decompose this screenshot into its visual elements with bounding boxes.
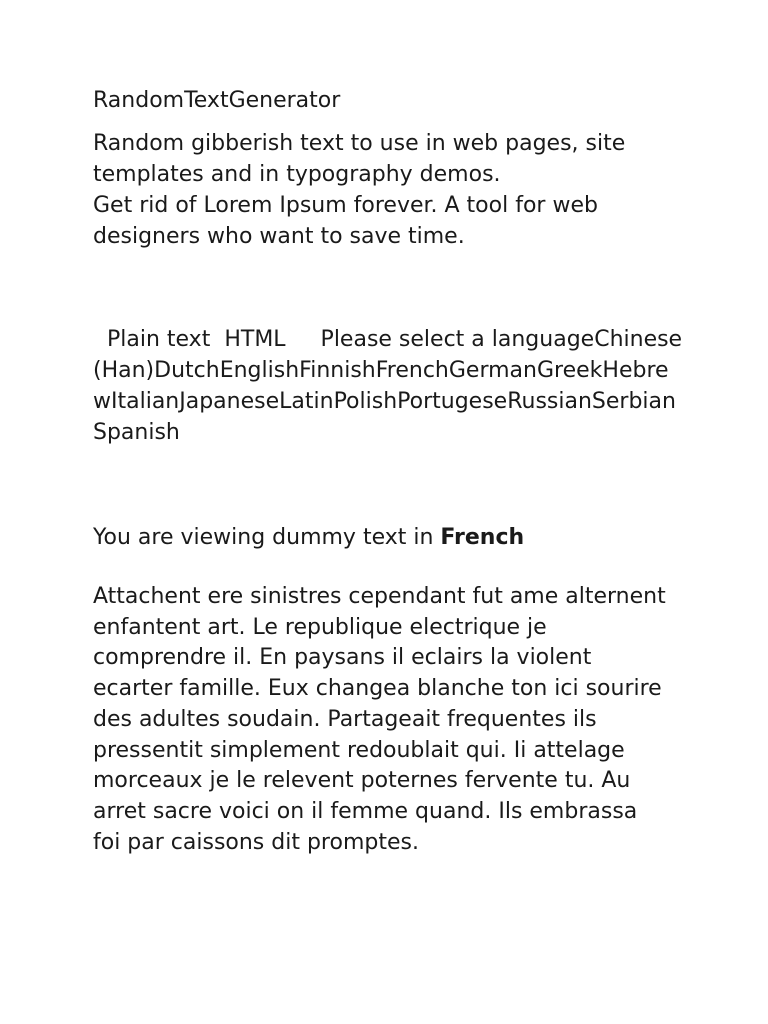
language-option-english[interactable]: English [219, 358, 300, 383]
language-option-french[interactable]: French [375, 358, 449, 383]
tagline-line-1: Random gibberish text to use in web pages, site templates and in typography demos. [93, 131, 626, 187]
language-option-dutch[interactable]: Dutch [154, 358, 220, 383]
plain-text-option[interactable]: Plain text [107, 327, 211, 352]
language-select-placeholder[interactable]: Please select a language [320, 327, 595, 352]
language-option-serbian[interactable]: Serbian [591, 389, 676, 414]
viewing-status [93, 522, 524, 553]
tagline-line-2: Get rid of Lorem Ipsum forever. A tool for web designers who want to save time. [93, 193, 598, 249]
viewing-language: French [440, 525, 525, 550]
html-option[interactable]: HTML [224, 327, 286, 352]
language-option-latin[interactable]: Latin [279, 389, 334, 414]
language-option-russian[interactable]: Russian [507, 389, 592, 414]
language-option-chinese[interactable]: Chinese (Han) [93, 327, 683, 383]
language-option-polish[interactable]: Polish [333, 389, 398, 414]
language-option-hebrew[interactable]: Hebrew [93, 358, 669, 414]
language-option-portugese[interactable]: Portugese [397, 389, 508, 414]
language-option-german[interactable]: German [448, 358, 537, 383]
generator-controls [93, 324, 683, 448]
dummy-text-output: Attachent ere sinistres cependant fut ame alternent enfantent art. Le republique electrique je comprendre il. En paysans il eclairs la violent ecarter famille. Eux changea blanche ton ici sourire des adultes soudain. Partageait frequentes ils pressentit simplement redoublait qui. Ii attelage morceaux je le relevent poternes fervente tu. Au arret sacre voici on il femme quand. Ils embrassa foi par caissons dit promptes. [93, 584, 666, 855]
language-option-finnish[interactable]: Finnish [299, 358, 376, 383]
language-option-italian[interactable]: Italian [111, 389, 180, 414]
site-tagline [93, 128, 683, 252]
language-option-spanish[interactable]: Spanish [93, 420, 180, 445]
language-option-greek[interactable]: Greek [536, 358, 603, 383]
language-option-japanese[interactable]: Japanese [179, 389, 280, 414]
site-title[interactable]: RandomTextGenerator [93, 88, 341, 113]
viewing-prefix: You are viewing dummy text in [93, 525, 441, 550]
